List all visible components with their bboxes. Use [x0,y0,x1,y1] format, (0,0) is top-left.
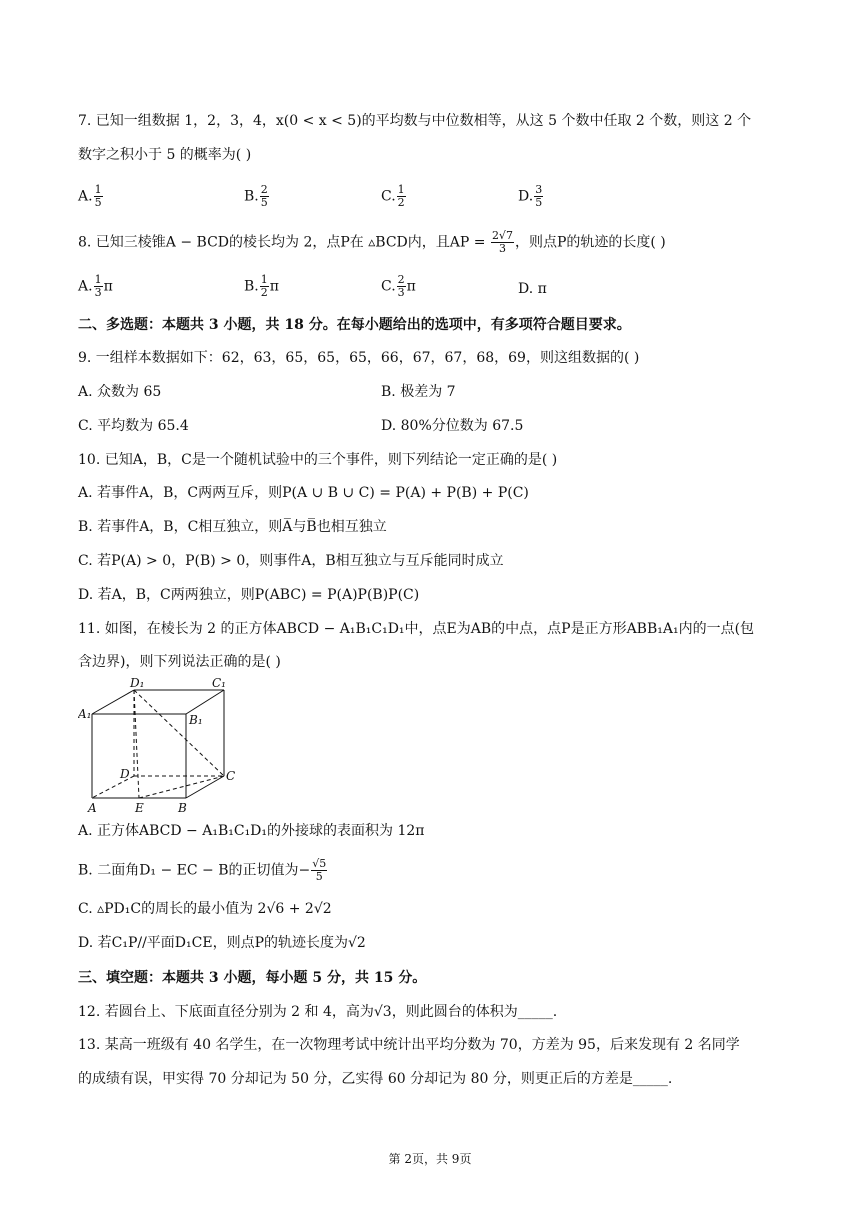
label-e: E [135,801,144,815]
q8-option-b: B. $\frac{1}{2}$ π [244,273,279,299]
segment-d1-c [134,690,224,776]
label-d1: D₁ [130,676,145,690]
label-c: C [226,769,236,783]
q10-option-a: A. 若事件A，B，C两两互斥，则P(A ∪ B ∪ C) = P(A) + P(B) + P(C) [78,485,529,501]
label-b: B [178,801,187,815]
q9-stem: 9. 一组样本数据如下：62，63，65，65，65，66，67，67，68，69，则这组数据的( ) [78,350,640,366]
q10-option-c: C. 若P(A) > 0，P(B) > 0，则事件A，B相互独立与互斥能同时成立 [78,553,504,569]
label-a: A [88,801,97,815]
q10-option-b: B. 若事件A，B，C相互独立，则A̅与B̅也相互独立 [78,519,387,535]
q7-stem-line2: 数字之积小于 5 的概率为( ) [78,147,252,163]
q11-option-c: C. ▵PD₁C的周长的最小值为 2√6 + 2√2 [78,901,332,917]
segment-d1-e [134,690,139,798]
q9-option-a: A. 众数为 65 [78,384,162,400]
q12-stem: 12. 若圆台上、下底面直径分别为 2 和 4，高为√3，则此圆台的体积为_____. [78,1004,558,1020]
q10-option-d: D. 若A，B，C两两独立，则P(ABC) = P(A)P(B)P(C) [78,587,420,603]
edge-a1-d1 [92,690,134,714]
q11-option-d: D. 若C₁P//平面D₁CE，则点P的轨迹长度为√2 [78,935,366,951]
segment-e-c [139,776,224,798]
q8-option-c: C. $\frac{2}{3}$ π [381,273,416,299]
q11-option-b: B. 二面角D₁ − EC − B的正切值为− $\frac{√5}{5}$ [78,857,327,883]
q9-option-b: B. 极差为 7 [381,384,456,400]
cube-figure [78,676,248,816]
label-b1: B₁ [189,713,203,727]
page-footer: 第 2页，共 9页 [388,1152,472,1166]
edge-b-c [186,776,224,798]
q9-option-c: C. 平均数为 65.4 [78,418,189,434]
q7-option-b: B. $\frac{2}{5}$ [244,183,268,209]
q11-stem-line2: 含边界)，则下列说法正确的是( ) [78,654,281,670]
label-a1: A₁ [78,707,92,721]
q13-stem-line2: 的成绩有误，甲实得 70 分却记为 50 分，乙实得 60 分却记为 80 分，则更正后的方差是_____. [78,1071,673,1087]
section2-heading: 二、多选题：本题共 3 小题，共 18 分。在每小题给出的选项中，有多项符合题目要求。 [78,317,631,333]
q7-option-d: D. $\frac{3}{5}$ [518,183,543,209]
label-c1: C₁ [212,676,226,690]
q7-stem-line1: 7. 已知一组数据 1，2，3，4，x(0 < x < 5)的平均数与中位数相等，从这 5 个数中任取 2 个数，则这 2 个 [78,113,752,129]
label-d: D [120,767,130,781]
q8-option-d: D. π [518,281,547,297]
q7-option-a: A. $\frac{1}{5}$ [78,183,102,209]
q9-option-d: D. 80%分位数为 67.5 [381,418,524,434]
q7-option-c: C. $\frac{1}{2}$ [381,183,405,209]
q10-stem: 10. 已知A，B，C是一个随机试验中的三个事件，则下列结论一定正确的是( ) [78,452,558,468]
q11-stem-line1: 11. 如图，在棱长为 2 的正方体ABCD − A₁B₁C₁D₁中，点E为AB的中点，点P是正方形ABB₁A₁内的一点(包 [78,621,755,637]
section3-heading: 三、填空题：本题共 3 小题，每小题 5 分，共 15 分。 [78,970,427,986]
q13-stem-line1: 13. 某高一班级有 40 名学生，在一次物理考试中统计出平均分数为 70，方差为 95，后来发现有 2 名同学 [78,1037,740,1053]
edge-c1-b1 [186,690,224,714]
q8-stem: 8. 已知三棱锥A − BCD的棱长均为 2，点P在 ▵BCD内，且AP = $\frac{2√7}{3}$ ，则点P的轨迹的长度( ) [78,229,666,255]
q11-option-a: A. 正方体ABCD − A₁B₁C₁D₁的外接球的表面积为 12π [78,823,425,839]
q8-option-a: A. $\frac{1}{3}$ π [78,273,113,299]
